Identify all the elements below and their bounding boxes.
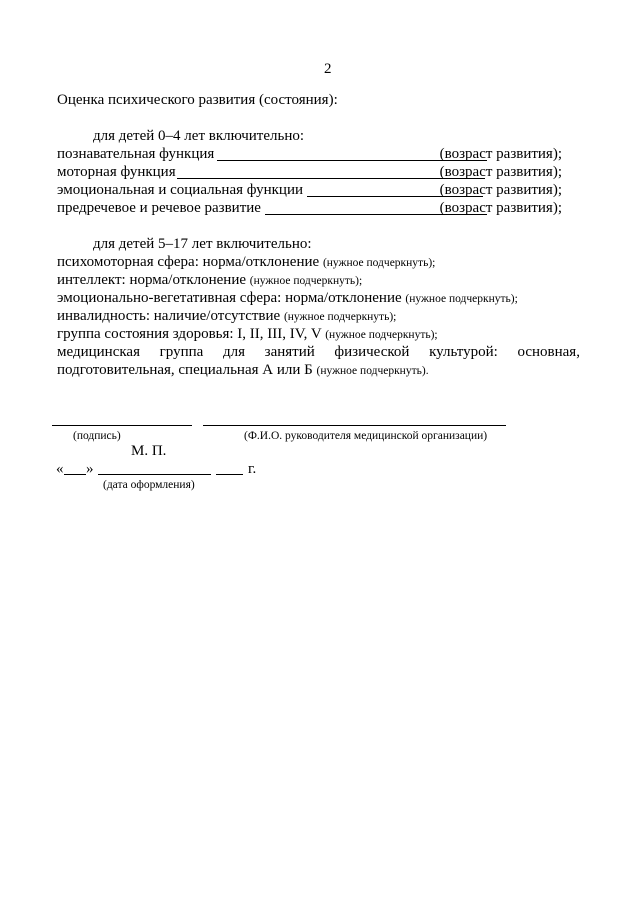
row-label: предречевое и речевое развитие: [57, 200, 261, 216]
date-month-line: [98, 474, 211, 475]
line-health-group: [57, 325, 438, 344]
line-intellect: [57, 271, 362, 290]
word: основная,: [517, 344, 580, 360]
line-text: эмоционально-вегетативная сфера: норма/отклонение: [57, 290, 402, 306]
word: занятий: [264, 344, 315, 360]
word: физической: [334, 344, 410, 360]
word: группа: [159, 344, 204, 360]
line-note: (нужное подчеркнуть).: [316, 365, 429, 377]
row-label: моторная функция: [57, 164, 176, 180]
line-text: психомоторная сфера: норма/отклонение: [57, 254, 320, 270]
signature-line: [52, 425, 192, 426]
line-note: (нужное подчеркнуть);: [405, 293, 518, 305]
line-text: инвалидность: наличие/отсутствие: [57, 308, 281, 324]
word: для: [222, 344, 245, 360]
line-note: (нужное подчеркнуть);: [322, 257, 436, 269]
date-year-line: [216, 474, 243, 475]
date-quote-close: »: [86, 461, 94, 477]
row-suffix: (возраст развития);: [439, 200, 562, 216]
line-note: (нужное подчеркнуть);: [249, 275, 363, 287]
row-suffix: (возраст развития);: [439, 146, 562, 162]
line-text: интеллект: норма/отклонение: [57, 272, 247, 288]
stamp-placeholder: М. П.: [131, 443, 167, 459]
group-0-4-title: для детей 0–4 лет включительно:: [93, 128, 305, 144]
line-disability: [57, 307, 396, 326]
head-name-caption: (Ф.И.О. руководителя медицинской организации): [244, 430, 488, 442]
row-suffix: (возраст развития);: [439, 164, 562, 180]
line-text: подготовительная, специальная А или Б: [57, 362, 313, 378]
signature-caption: (подпись): [73, 430, 121, 442]
word: культурой:: [429, 344, 498, 360]
line-note: (нужное подчеркнуть);: [283, 311, 397, 323]
line-text: группа состояния здоровья: I, II, III, IV, V: [57, 326, 322, 342]
date-caption: (дата оформления): [103, 479, 195, 491]
head-name-line: [203, 425, 506, 426]
page-number: 2: [324, 61, 332, 77]
line-psychomotor: [57, 253, 435, 272]
group-5-17-title: для детей 5–17 лет включительно:: [93, 236, 312, 252]
word: медицинская: [57, 344, 140, 360]
date-quote-open: «: [56, 461, 64, 477]
row-label: познавательная функция: [57, 146, 215, 162]
date-day-line: [64, 474, 86, 475]
year-suffix: г.: [248, 461, 257, 477]
medical-group-line-2: [57, 361, 429, 380]
row-label: эмоциональная и социальная функции: [57, 182, 304, 198]
line-note: (нужное подчеркнуть);: [325, 329, 438, 341]
row-suffix: (возраст развития);: [439, 182, 562, 198]
section-heading: Оценка психического развития (состояния):: [57, 92, 338, 108]
medical-group-line: [57, 343, 580, 361]
line-emotional-vegetative: [57, 289, 518, 308]
